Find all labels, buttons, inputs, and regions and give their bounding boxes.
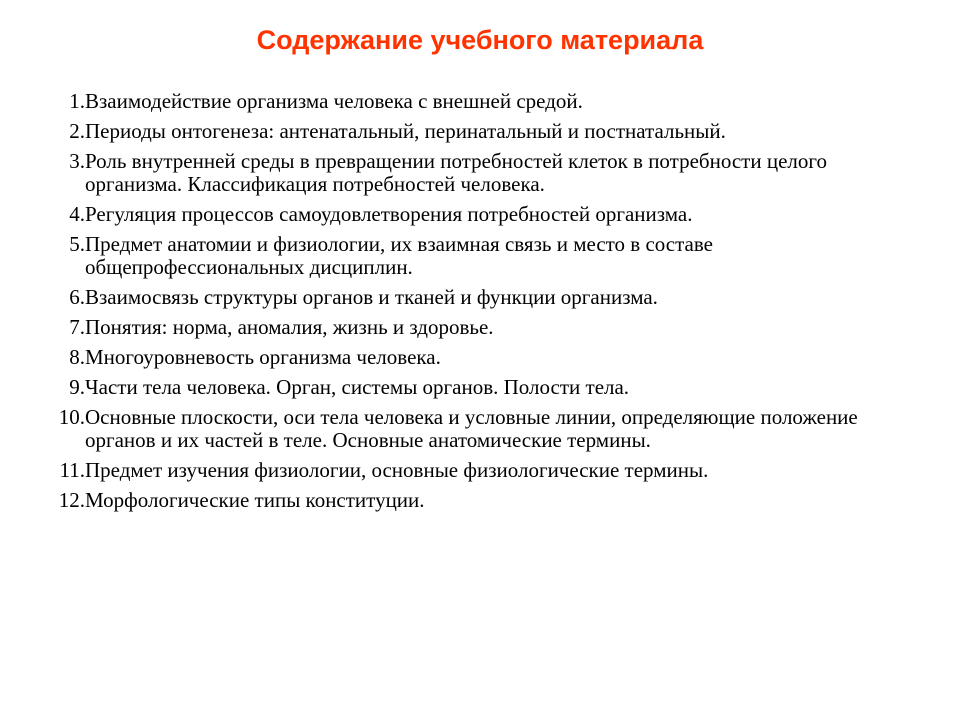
- content-list: [40, 90, 920, 519]
- list-item: [40, 120, 920, 143]
- item-text: Предмет анатомии и физиологии, их взаимная связь и место в составе общепрофессиональных дисциплин.: [85, 232, 713, 279]
- list-item: [40, 286, 920, 309]
- list-item: [40, 316, 920, 339]
- item-number: 2.: [69, 119, 85, 143]
- item-number: 1.: [69, 89, 85, 113]
- item-number: 11.: [59, 458, 85, 482]
- item-number: 10.: [58, 405, 85, 429]
- slide-title: Содержание учебного материала: [256, 25, 704, 55]
- item-number: 7.: [69, 315, 85, 339]
- item-text: Морфологические типы конституции.: [85, 488, 425, 512]
- list-item: [40, 406, 920, 452]
- item-number: 5.: [69, 232, 85, 256]
- list-item: [40, 346, 920, 369]
- item-text: Понятия: норма, аномалия, жизнь и здоровье.: [85, 315, 494, 339]
- item-number: 8.: [69, 345, 85, 369]
- item-text: Предмет изучения физиологии, основные физиологические термины.: [85, 458, 709, 482]
- item-number: 9.: [69, 375, 85, 399]
- list-item: [40, 150, 920, 196]
- list-item: [40, 233, 920, 279]
- item-text: Части тела человека. Орган, системы органов. Полости тела.: [85, 375, 630, 399]
- item-text: Взаимосвязь структуры органов и тканей и функции организма.: [85, 285, 658, 309]
- item-text: Взаимодействие организма человека с внешней средой.: [85, 89, 583, 113]
- item-text: Регуляция процессов самоудовлетворения потребностей организма.: [85, 202, 693, 226]
- list-item: [40, 90, 920, 113]
- item-text: Периоды онтогенеза: антенатальный, перинатальный и постнатальный.: [85, 119, 726, 143]
- item-text: Основные плоскости, оси тела человека и условные линии, определяющие положение органов и их частей в теле. Основные анатомические термины.: [85, 405, 858, 452]
- list-item: [40, 203, 920, 226]
- list-item: [40, 376, 920, 399]
- item-number: 3.: [69, 149, 85, 173]
- item-text: Многоуровневость организма человека.: [85, 345, 441, 369]
- item-number: 6.: [69, 285, 85, 309]
- list-item: [40, 489, 920, 512]
- list-item: [40, 459, 920, 482]
- item-number: 4.: [69, 202, 85, 226]
- item-text: Роль внутренней среды в превращении потребностей клеток в потребности целого организма. Классификация потребностей человека.: [85, 149, 827, 196]
- item-number: 12.: [58, 488, 85, 512]
